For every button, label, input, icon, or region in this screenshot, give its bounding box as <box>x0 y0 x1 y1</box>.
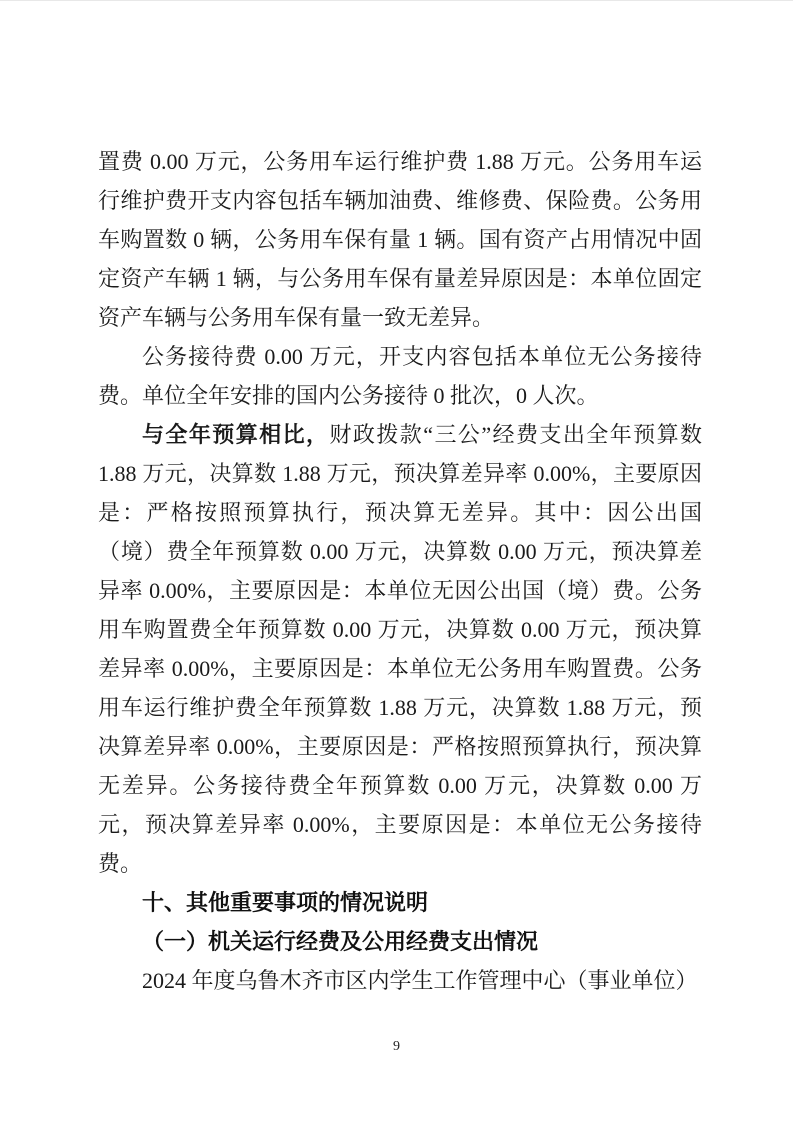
page-content <box>98 142 702 1000</box>
budget-comparison-body-text: 财政拨款“三公”经费支出全年预算数 1.88 万元，决算数 1.88 万元，预决算差异率 0.00%，主要原因是：严格按照预算执行，预决算无差异。其中：因公出国（境）费全年预算数 0.00 万元，决算数 0.00 万元，预决算差异率 0.00%，主要原因是：本单位无因公出国（境）费。公务用车购置费全年预算数 0.00 万元，决算数 0.00 万元，预决算差异率 0.00%，主要原因是：本单位无公务用车购置费。公务用车运行维护费全年预算数 1.88 万元，决算数 1.88 万元，预决算差异率 0.00%，主要原因是：严格按照预算执行，预决算无差异。公务接待费全年预算数 0.00 万元，决算数 0.00 万元，预决算差异率 0.00%，主要原因是：本单位无公务接待费。 <box>98 422 702 876</box>
budget-comparison-lead-text: 与全年预算相比， <box>142 422 330 447</box>
paragraph-unit-operating-funds-intro: 2024 年度乌鲁木齐市区内学生工作管理中心（事业单位） <box>142 968 698 993</box>
page-number: 9 <box>393 1039 400 1054</box>
paragraph-official-reception-expense: 公务接待费 0.00 万元，开支内容包括本单位无公务接待费。单位全年安排的国内公务接待 0 批次，0 人次。 <box>98 344 702 408</box>
subsection-heading-operating-funds: （一）机关运行经费及公用经费支出情况 <box>142 929 539 954</box>
paragraph-budget-comparison <box>98 415 702 883</box>
section-heading-other-important-matters: 十、其他重要事项的情况说明 <box>142 890 429 915</box>
paragraph-vehicle-expense-continuation: 置费 0.00 万元，公务用车运行维护费 1.88 万元。公务用车运行维护费开支内容包括车辆加油费、维修费、保险费。公务用车购置数 0 辆，公务用车保有量 1 辆。国有资产占用情况中固定资产车辆 1 辆，与公务用车保有量差异原因是：本单位固定资产车辆与公务用车保有量一致无差异。 <box>98 149 702 330</box>
